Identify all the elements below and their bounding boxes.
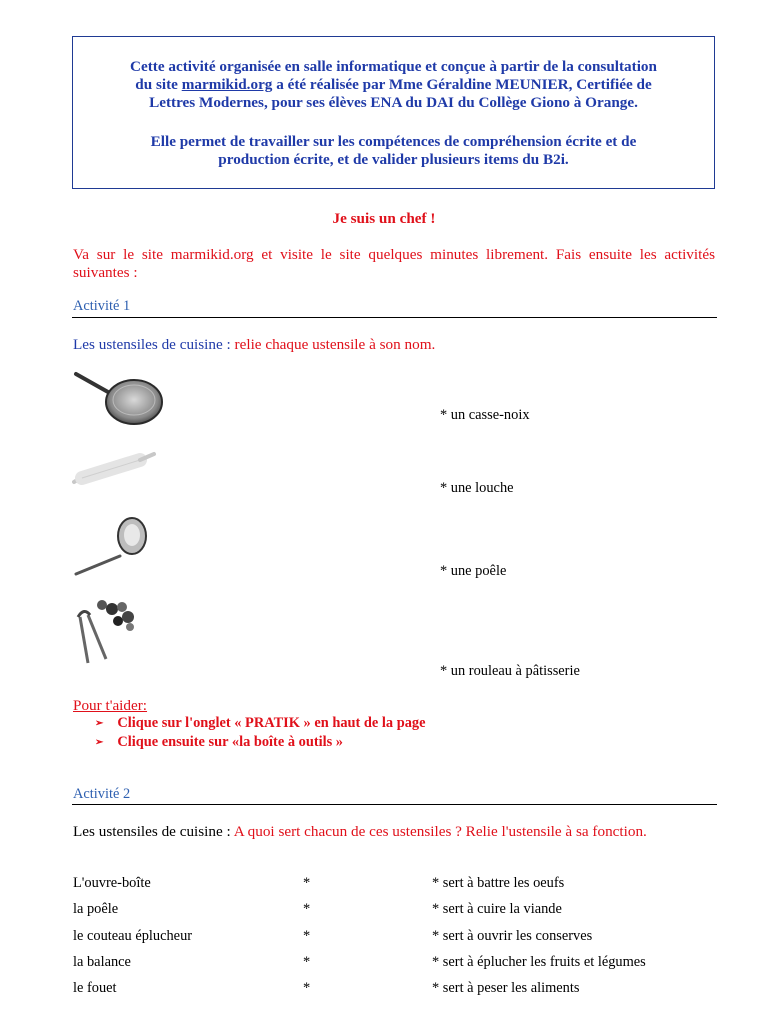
arrow-bullet-icon: ➢: [95, 718, 104, 729]
activity2-subtitle-red: A quoi sert chacun de ces ustensiles ? Relie l'ustensile à sa fonction.: [233, 823, 647, 840]
function-label: * sert à battre les oeufs: [432, 875, 565, 891]
activity1-heading: Activité 1: [73, 298, 131, 314]
frying-pan-image: [72, 368, 164, 428]
intro-text: Va sur le site marmikid.org et visite le site quelques minutes librement. Fais ensuite les activités suivantes :: [73, 246, 715, 281]
tool-label: le couteau éplucheur: [73, 928, 193, 944]
help-bullet: [95, 715, 426, 732]
tool-label: le fouet: [73, 980, 117, 996]
item-louche: * une louche: [440, 480, 514, 496]
info-paragraph-2: [73, 133, 714, 169]
activity1-divider: [72, 317, 717, 318]
activity2-heading: Activité 2: [73, 786, 131, 802]
nutcracker-image: [72, 597, 142, 667]
info-line: Lettres Modernes, pour ses élèves ENA du DAI du Collège Giono à Orange.: [149, 94, 638, 111]
info-box: [72, 36, 715, 189]
info-line: Elle permet de travailler sur les compétences de compréhension écrite et de: [150, 133, 637, 150]
activity2-subtitle-black: Les ustensiles de cuisine :: [73, 823, 234, 840]
arrow-bullet-icon: ➢: [95, 737, 104, 748]
info-paragraph-1: [73, 58, 714, 112]
activity1-subtitle-red: relie chaque ustensile à son nom.: [234, 336, 436, 353]
info-text: a été réalisée par Mme Géraldine MEUNIER, Certifiée de: [272, 76, 652, 93]
activity1-subtitle: [73, 336, 435, 354]
tool-label: L'ouvre-boîte: [73, 875, 151, 891]
info-line: [73, 76, 714, 94]
activity2-divider: [72, 804, 717, 805]
help-bullet-text: Clique ensuite sur «la boîte à outils »: [117, 734, 344, 750]
match-star: *: [303, 980, 311, 996]
page-title: Je suis un chef !: [332, 210, 436, 227]
help-bullet-text: Clique sur l'onglet « PRATIK » en haut de la page: [117, 715, 426, 731]
match-star: *: [303, 954, 311, 970]
function-label: * sert à cuire la viande: [432, 901, 562, 917]
match-star: *: [303, 928, 311, 944]
activity1-subtitle-blue: Les ustensiles de cuisine :: [73, 336, 235, 353]
rolling-pin-image: [72, 448, 158, 488]
help-bullet: [95, 734, 343, 751]
item-casse-noix: * un casse-noix: [440, 407, 530, 423]
info-text: du site: [135, 76, 182, 93]
match-star: *: [303, 875, 311, 891]
marmikid-link[interactable]: marmikid.org: [181, 76, 273, 93]
item-poele: * une poêle: [440, 563, 507, 579]
activity2-subtitle: [73, 822, 715, 841]
info-line: Cette activité organisée en salle informatique et conçue à partir de la consultation: [130, 58, 657, 75]
item-rouleau: * un rouleau à pâtisserie: [440, 663, 580, 679]
info-line: production écrite, et de valider plusieurs items du B2i.: [218, 151, 569, 168]
function-label: * sert à ouvrir les conserves: [432, 928, 593, 944]
help-title: Pour t'aider:: [73, 697, 148, 714]
function-label: * sert à éplucher les fruits et légumes: [432, 954, 646, 970]
match-star: *: [303, 901, 311, 917]
ladle-image: [72, 514, 158, 580]
tool-label: la poêle: [73, 901, 119, 917]
function-label: * sert à peser les aliments: [432, 980, 580, 996]
tool-label: la balance: [73, 954, 131, 970]
